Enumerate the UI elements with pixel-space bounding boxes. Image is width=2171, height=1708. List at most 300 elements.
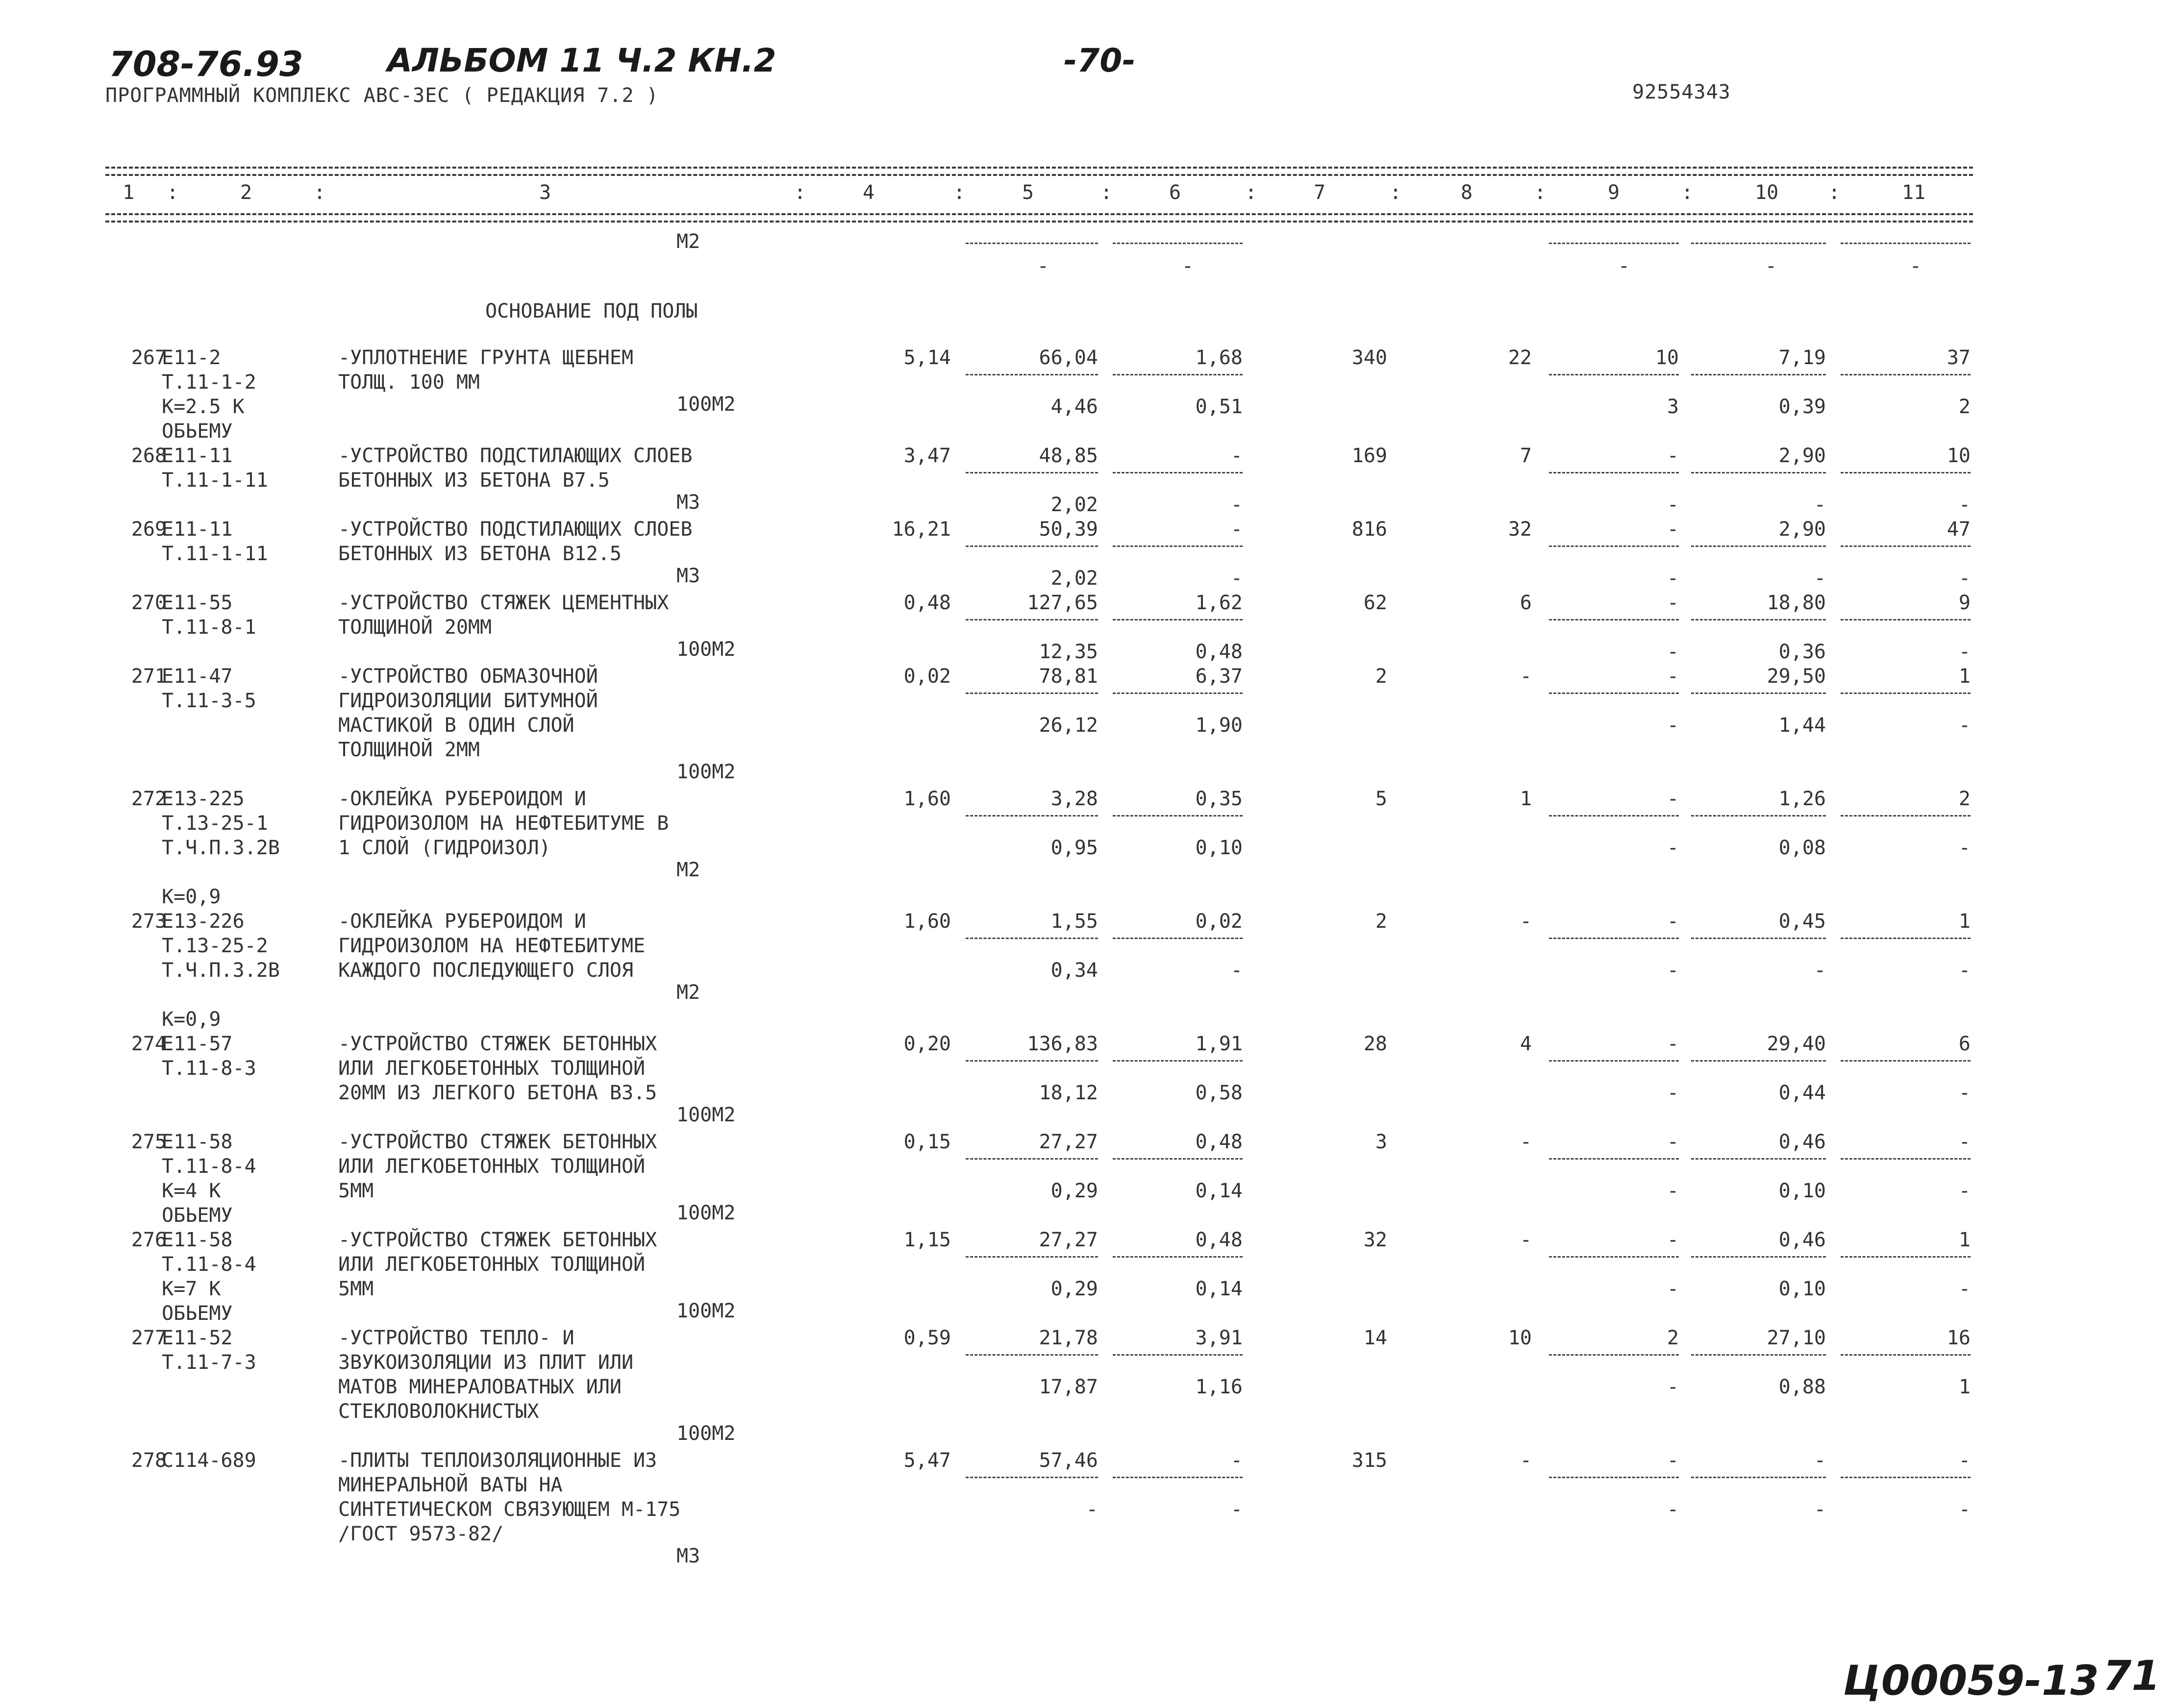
cell-col5-sub: 2,02	[1050, 567, 1098, 590]
row-number: 273	[131, 910, 167, 933]
row-unit: 100М2	[676, 1422, 736, 1445]
cell-col9-sub: -	[1667, 567, 1679, 590]
row-number: 272	[131, 788, 167, 810]
row-code: Е11-58	[162, 1229, 233, 1251]
cell-col6-sub: 0,58	[1195, 1082, 1243, 1104]
cell-col10: 2,90	[1778, 518, 1826, 541]
cell-divider	[1841, 1060, 1971, 1062]
cell-col6: 0,35	[1195, 788, 1243, 810]
row-code: К=0,9	[162, 886, 221, 908]
cell-col9: -	[1667, 1229, 1679, 1251]
cell-divider	[1113, 1354, 1243, 1356]
row-code: К=7 К	[162, 1278, 221, 1300]
cell-col5-sub: -	[1086, 1498, 1098, 1521]
column-separator: :	[1390, 181, 1402, 204]
row-number: 268	[131, 445, 167, 467]
cell-col11: 37	[1946, 347, 1971, 369]
row-quantity: 16,21	[892, 518, 951, 541]
row-quantity: 5,14	[903, 347, 951, 369]
cell-divider	[1691, 693, 1826, 694]
cell-divider	[1549, 1060, 1679, 1062]
cell-col11-sub: -	[1958, 1180, 1971, 1202]
cell-col7: 28	[1363, 1033, 1387, 1055]
cell-col11: 47	[1946, 518, 1971, 541]
cell-col11: 1	[1958, 665, 1971, 688]
row-description: -УСТРОЙСТВО ПОДСТИЛАЮЩИХ СЛОЕВ	[338, 445, 693, 467]
row-description: ТОЛЩ. 100 ММ	[338, 371, 480, 394]
cell-col11: 10	[1946, 445, 1971, 467]
cell-divider	[1113, 1060, 1243, 1062]
cell-divider	[1549, 693, 1679, 694]
row-description: ЗВУКОИЗОЛЯЦИИ ИЗ ПЛИТ ИЛИ	[338, 1351, 634, 1374]
row-number: 278	[131, 1449, 167, 1472]
cell-divider	[1549, 1354, 1679, 1356]
cell-col9: -	[1667, 445, 1679, 467]
column-separator: :	[953, 181, 966, 204]
cell-col11-sub: 1	[1958, 1376, 1971, 1398]
row-unit: 100М2	[676, 1202, 736, 1224]
row-description: 5ММ	[338, 1180, 374, 1202]
cell-col10-sub: -	[1814, 494, 1826, 516]
cell-col9-sub: -	[1667, 1376, 1679, 1398]
cell-divider	[1113, 472, 1243, 473]
cell-col7: 14	[1363, 1327, 1387, 1349]
cell-col11: 2	[1958, 788, 1971, 810]
cell-col5-sub: 2,02	[1050, 494, 1098, 516]
section-title: ОСНОВАНИЕ ПОД ПОЛЫ	[485, 300, 698, 322]
row-code: Т.11-1-11	[162, 543, 268, 565]
row-description: ГИДРОИЗОЛОМ НА НЕФТЕБИТУМЕ	[338, 935, 646, 957]
carry-dash: -	[1618, 255, 1630, 277]
cell-col10-sub: 1,44	[1778, 714, 1826, 737]
cell-col10: 29,40	[1767, 1033, 1826, 1055]
cell-divider	[1549, 545, 1679, 547]
cell-col8: 22	[1508, 347, 1532, 369]
row-code: Е13-225	[162, 788, 245, 810]
column-header-1: 1	[123, 181, 135, 204]
row-code: ОБЬЕМУ	[162, 1204, 233, 1227]
cell-col11-sub: -	[1958, 1498, 1971, 1521]
row-unit: 100М2	[676, 393, 736, 416]
row-unit: М2	[676, 859, 700, 881]
cell-divider	[1841, 472, 1971, 473]
column-separator: :	[1828, 181, 1841, 204]
cell-divider	[1841, 1477, 1971, 1478]
cell-col8: -	[1520, 665, 1532, 688]
row-code: К=0,9	[162, 1008, 221, 1031]
cell-col7: 315	[1351, 1449, 1387, 1472]
row-quantity: 0,48	[903, 592, 951, 614]
row-unit: М3	[676, 491, 700, 514]
row-description: ТОЛЩИНОЙ 20ММ	[338, 616, 492, 639]
row-description: ТОЛЩИНОЙ 2ММ	[338, 739, 480, 761]
cell-col11: 9	[1958, 592, 1971, 614]
cell-col7: 32	[1363, 1229, 1387, 1251]
cell-divider	[1691, 545, 1826, 547]
cell-col7: 3	[1375, 1131, 1387, 1153]
header-rule-top-2	[105, 174, 1973, 176]
cell-divider	[1113, 1158, 1243, 1160]
cell-col5: 3,28	[1050, 788, 1098, 810]
row-code: Т.11-3-5	[162, 690, 256, 712]
cell-divider	[1691, 815, 1826, 817]
row-description: ИЛИ ЛЕГКОБЕТОННЫХ ТОЛЩИНОЙ	[338, 1057, 646, 1080]
row-code: Е11-2	[162, 347, 221, 369]
column-separator: :	[794, 181, 806, 204]
row-code: Е11-52	[162, 1327, 233, 1349]
row-code: ОБЬЕМУ	[162, 1302, 233, 1325]
cell-col10-sub: 0,36	[1778, 641, 1826, 663]
row-description: -УСТРОЙСТВО ОБМАЗОЧНОЙ	[338, 665, 598, 688]
cell-col10-sub: 0,10	[1778, 1180, 1826, 1202]
row-unit: 100М2	[676, 638, 736, 661]
cell-col5: 78,81	[1039, 665, 1098, 688]
row-code: Т.11-7-3	[162, 1351, 256, 1374]
cell-divider	[1691, 472, 1826, 473]
cell-col6-sub: -	[1230, 959, 1243, 982]
cell-col7: 169	[1351, 445, 1387, 467]
cell-col11-sub: -	[1958, 1278, 1971, 1300]
row-quantity: 1,15	[903, 1229, 951, 1251]
cell-col8: 1	[1520, 788, 1532, 810]
cell-divider	[1841, 938, 1971, 939]
column-header-10: 10	[1755, 181, 1779, 204]
cell-col7: 816	[1351, 518, 1387, 541]
carry-divider	[1549, 243, 1679, 244]
cell-divider	[966, 545, 1098, 547]
row-description: -УСТРОЙСТВО ПОДСТИЛАЮЩИХ СЛОЕВ	[338, 518, 693, 541]
cell-divider	[1841, 693, 1971, 694]
row-description: ИЛИ ЛЕГКОБЕТОННЫХ ТОЛЩИНОЙ	[338, 1253, 646, 1276]
cell-col9: -	[1667, 1131, 1679, 1153]
carry-divider	[1691, 243, 1826, 244]
row-code: Т.11-8-4	[162, 1253, 256, 1276]
cell-col10-sub: -	[1814, 567, 1826, 590]
row-code: Е11-11	[162, 518, 233, 541]
column-separator: :	[1245, 181, 1257, 204]
row-unit: М3	[676, 1545, 700, 1567]
program-line: ПРОГРАММНЫЙ КОМПЛЕКС АВС-ЗЕС ( РЕДАКЦИЯ 7.2 )	[105, 84, 659, 107]
cell-col5: 1,55	[1050, 910, 1098, 933]
cell-col10: 27,10	[1767, 1327, 1826, 1349]
row-description: МАТОВ МИНЕРАЛОВАТНЫХ ИЛИ	[338, 1376, 622, 1398]
row-description: 5ММ	[338, 1278, 374, 1300]
cell-col11: 16	[1946, 1327, 1971, 1349]
carry-dash: -	[1181, 255, 1194, 277]
cell-col5: 127,65	[1027, 592, 1098, 614]
cell-col10: 1,26	[1778, 788, 1826, 810]
row-code: Т.Ч.П.3.2В	[162, 959, 280, 982]
row-unit: 100М2	[676, 1300, 736, 1322]
cell-col6: 6,37	[1195, 665, 1243, 688]
row-code: Т.11-8-3	[162, 1057, 256, 1080]
cell-col6: 0,02	[1195, 910, 1243, 933]
cell-col6-sub: 1,90	[1195, 714, 1243, 737]
cell-col8: -	[1520, 1131, 1532, 1153]
row-unit: М3	[676, 565, 700, 587]
cell-col6-sub: -	[1230, 567, 1243, 590]
cell-divider	[966, 619, 1098, 620]
cell-col9-sub: -	[1667, 1180, 1679, 1202]
cell-col6-sub: 0,14	[1195, 1278, 1243, 1300]
cell-divider	[1691, 619, 1826, 620]
cell-col6: 3,91	[1195, 1327, 1243, 1349]
carry-unit: М2	[676, 230, 700, 253]
cell-col9-sub: -	[1667, 641, 1679, 663]
cell-col10-sub: 0,39	[1778, 396, 1826, 418]
row-unit: 100М2	[676, 1104, 736, 1126]
page-number: -70-	[1064, 42, 1136, 79]
carry-dash: -	[1037, 255, 1049, 277]
column-separator: :	[314, 181, 326, 204]
cell-col5: 21,78	[1039, 1327, 1098, 1349]
column-header-5: 5	[1022, 181, 1034, 204]
cell-col9-sub: -	[1667, 959, 1679, 982]
cell-col6-sub: -	[1230, 494, 1243, 516]
cell-divider	[966, 1477, 1098, 1478]
cell-col8: -	[1520, 1449, 1532, 1472]
cell-col10-sub: 0,08	[1778, 837, 1826, 859]
row-quantity: 5,47	[903, 1449, 951, 1472]
cell-col6: 1,68	[1195, 347, 1243, 369]
cell-col11: 1	[1958, 910, 1971, 933]
cell-col10-sub: -	[1814, 1498, 1826, 1521]
cell-col6-sub: 0,14	[1195, 1180, 1243, 1202]
cell-col10-sub: 0,88	[1778, 1376, 1826, 1398]
cell-divider	[966, 374, 1098, 375]
cell-col7: 2	[1375, 665, 1387, 688]
cell-col9-sub: -	[1667, 1278, 1679, 1300]
cell-col10: 0,46	[1778, 1131, 1826, 1153]
header-rule-bottom	[105, 213, 1973, 215]
cell-col7: 62	[1363, 592, 1387, 614]
cell-col8: 4	[1520, 1033, 1532, 1055]
cell-col11: 6	[1958, 1033, 1971, 1055]
cell-col11-sub: -	[1958, 641, 1971, 663]
cell-col6: -	[1230, 1449, 1243, 1472]
row-number: 276	[131, 1229, 167, 1251]
cell-col11-sub: -	[1958, 959, 1971, 982]
row-code: Т.13-25-1	[162, 812, 268, 835]
row-number: 277	[131, 1327, 167, 1349]
carry-divider	[1841, 243, 1971, 244]
cell-divider	[966, 938, 1098, 939]
cell-col9-sub: -	[1667, 837, 1679, 859]
cell-col9-sub: -	[1667, 1498, 1679, 1521]
cell-divider	[1549, 815, 1679, 817]
cell-divider	[1549, 938, 1679, 939]
cell-col7: 5	[1375, 788, 1387, 810]
cell-divider	[966, 693, 1098, 694]
header-rule-bottom-2	[105, 221, 1973, 223]
cell-divider	[966, 1060, 1098, 1062]
row-code: Т.11-8-4	[162, 1155, 256, 1178]
cell-col6-sub: 0,51	[1195, 396, 1243, 418]
cell-divider	[1691, 1256, 1826, 1258]
row-description: -ОКЛЕЙКА РУБЕРОИДОМ И	[338, 788, 586, 810]
row-description: МАСТИКОЙ В ОДИН СЛОЙ	[338, 714, 574, 737]
carry-dash: -	[1765, 255, 1777, 277]
cell-divider	[1841, 1256, 1971, 1258]
cell-col10: 0,45	[1778, 910, 1826, 933]
cell-divider	[1691, 1060, 1826, 1062]
row-description: -УСТРОЙСТВО СТЯЖЕК БЕТОННЫХ	[338, 1229, 657, 1251]
row-number: 270	[131, 592, 167, 614]
cell-divider	[1113, 619, 1243, 620]
cell-col5-sub: 0,34	[1050, 959, 1098, 982]
cell-col7: 2	[1375, 910, 1387, 933]
cell-col9: -	[1667, 665, 1679, 688]
row-code: Т.11-1-11	[162, 469, 268, 492]
cell-divider	[1113, 374, 1243, 375]
cell-divider	[1113, 938, 1243, 939]
row-code: Е11-47	[162, 665, 233, 688]
cell-col10: 0,46	[1778, 1229, 1826, 1251]
cell-col5-sub: 18,12	[1039, 1082, 1098, 1104]
column-separator: :	[167, 181, 179, 204]
column-header-11: 11	[1902, 181, 1926, 204]
doc-code: 708-76.93	[109, 44, 303, 84]
cell-divider	[1113, 815, 1243, 817]
cell-col11-sub: -	[1958, 837, 1971, 859]
row-code: Т.11-1-2	[162, 371, 256, 394]
row-description: -УСТРОЙСТВО СТЯЖЕК БЕТОННЫХ	[338, 1131, 657, 1153]
row-quantity: 0,02	[903, 665, 951, 688]
cell-col11: -	[1958, 1131, 1971, 1153]
row-code: Т.11-8-1	[162, 616, 256, 639]
row-code: К=2.5 К	[162, 396, 245, 418]
cell-divider	[1841, 1354, 1971, 1356]
cell-col8: -	[1520, 910, 1532, 933]
row-description: -ОКЛЕЙКА РУБЕРОИДОМ И	[338, 910, 586, 933]
row-description: -УСТРОЙСТВО ТЕПЛО- И	[338, 1327, 574, 1349]
row-quantity: 3,47	[903, 445, 951, 467]
row-code: Т.Ч.П.3.2В	[162, 837, 280, 859]
cell-col11-sub: 2	[1958, 396, 1971, 418]
cell-divider	[1549, 374, 1679, 375]
column-header-4: 4	[863, 181, 875, 204]
cell-col10: 29,50	[1767, 665, 1826, 688]
cell-col8: -	[1520, 1229, 1532, 1251]
row-number: 274	[131, 1033, 167, 1055]
row-quantity: 0,15	[903, 1131, 951, 1153]
row-description: КАЖДОГО ПОСЛЕДУЮЩЕГО СЛОЯ	[338, 959, 634, 982]
cell-col5: 27,27	[1039, 1131, 1098, 1153]
row-code: ОБЬЕМУ	[162, 420, 233, 443]
column-header-8: 8	[1461, 181, 1473, 204]
cell-col5-sub: 17,87	[1039, 1376, 1098, 1398]
cell-col11-sub: -	[1958, 494, 1971, 516]
row-code: Е11-11	[162, 445, 233, 467]
cell-col10: 2,90	[1778, 445, 1826, 467]
row-code: Е11-58	[162, 1131, 233, 1153]
cell-col6: 0,48	[1195, 1131, 1243, 1153]
doc-id: 92554343	[1632, 81, 1731, 103]
cell-divider	[1549, 619, 1679, 620]
cell-col5-sub: 12,35	[1039, 641, 1098, 663]
cell-col9-sub: 3	[1667, 396, 1679, 418]
column-separator: :	[1681, 181, 1694, 204]
cell-col6: -	[1230, 518, 1243, 541]
cell-col6: 1,62	[1195, 592, 1243, 614]
cell-col11: -	[1958, 1449, 1971, 1472]
cell-col9-sub: -	[1667, 1082, 1679, 1104]
column-header-6: 6	[1169, 181, 1181, 204]
row-description: СИНТЕТИЧЕСКОМ СВЯЗУЮЩЕМ М-175	[338, 1498, 681, 1521]
cell-col8: 10	[1508, 1327, 1532, 1349]
carry-dash: -	[1909, 255, 1921, 277]
cell-divider	[1841, 619, 1971, 620]
cell-divider	[1691, 938, 1826, 939]
cell-divider	[1549, 1158, 1679, 1160]
column-header-2: 2	[240, 181, 252, 204]
cell-col5: 57,46	[1039, 1449, 1098, 1472]
cell-col5-sub: 26,12	[1039, 714, 1098, 737]
cell-col8: 7	[1520, 445, 1532, 467]
cell-col6-sub: 0,48	[1195, 641, 1243, 663]
cell-col11-sub: -	[1958, 714, 1971, 737]
row-description: -УСТРОЙСТВО СТЯЖЕК ЦЕМЕНТНЫХ	[338, 592, 669, 614]
cell-col7: 340	[1351, 347, 1387, 369]
cell-divider	[966, 815, 1098, 817]
cell-col5: 66,04	[1039, 347, 1098, 369]
carry-divider	[966, 243, 1098, 244]
row-unit: 100М2	[676, 761, 736, 783]
row-description: -ПЛИТЫ ТЕПЛОИЗОЛЯЦИОННЫЕ ИЗ	[338, 1449, 657, 1472]
cell-col10: -	[1814, 1449, 1826, 1472]
row-code: К=4 К	[162, 1180, 221, 1202]
cell-col10-sub: 0,10	[1778, 1278, 1826, 1300]
column-header-3: 3	[539, 181, 551, 204]
row-code: С114-689	[162, 1449, 256, 1472]
cell-col6-sub: -	[1230, 1498, 1243, 1521]
row-number: 267	[131, 347, 167, 369]
row-description: -УПЛОТНЕНИЕ ГРУНТА ЩЕБНЕМ	[338, 347, 634, 369]
cell-divider	[1691, 1477, 1826, 1478]
cell-col9: 2	[1667, 1327, 1679, 1349]
row-number: 275	[131, 1131, 167, 1153]
cell-col5-sub: 4,46	[1050, 396, 1098, 418]
row-quantity: 0,20	[903, 1033, 951, 1055]
row-description: БЕТОННЫХ ИЗ БЕТОНА В7.5	[338, 469, 610, 492]
cell-col5: 50,39	[1039, 518, 1098, 541]
cell-col10-sub: 0,44	[1778, 1082, 1826, 1104]
cell-divider	[1691, 1354, 1826, 1356]
cell-divider	[1113, 1477, 1243, 1478]
footer-stamp: Ц00059-13	[1843, 1657, 2099, 1705]
cell-divider	[966, 1158, 1098, 1160]
cell-col5: 27,27	[1039, 1229, 1098, 1251]
row-description: МИНЕРАЛЬНОЙ ВАТЫ НА	[338, 1474, 563, 1496]
row-description: 1 СЛОЙ (ГИДРОИЗОЛ)	[338, 837, 551, 859]
cell-divider	[1841, 374, 1971, 375]
cell-col11-sub: -	[1958, 567, 1971, 590]
row-description: СТЕКЛОВОЛОКНИСТЫХ	[338, 1400, 539, 1423]
cell-col10-sub: -	[1814, 959, 1826, 982]
cell-divider	[1113, 1256, 1243, 1258]
row-description: ГИДРОИЗОЛОМ НА НЕФТЕБИТУМЕ В	[338, 812, 669, 835]
cell-col9-sub: -	[1667, 494, 1679, 516]
cell-divider	[1841, 1158, 1971, 1160]
row-description: БЕТОННЫХ ИЗ БЕТОНА В12.5	[338, 543, 622, 565]
cell-col8: 32	[1508, 518, 1532, 541]
row-number: 269	[131, 518, 167, 541]
cell-col5-sub: 0,29	[1050, 1180, 1098, 1202]
column-separator: :	[1100, 181, 1113, 204]
cell-divider	[1841, 815, 1971, 817]
album-label: АЛЬБОМ 11 Ч.2 КН.2	[387, 42, 776, 79]
cell-col6: -	[1230, 445, 1243, 467]
